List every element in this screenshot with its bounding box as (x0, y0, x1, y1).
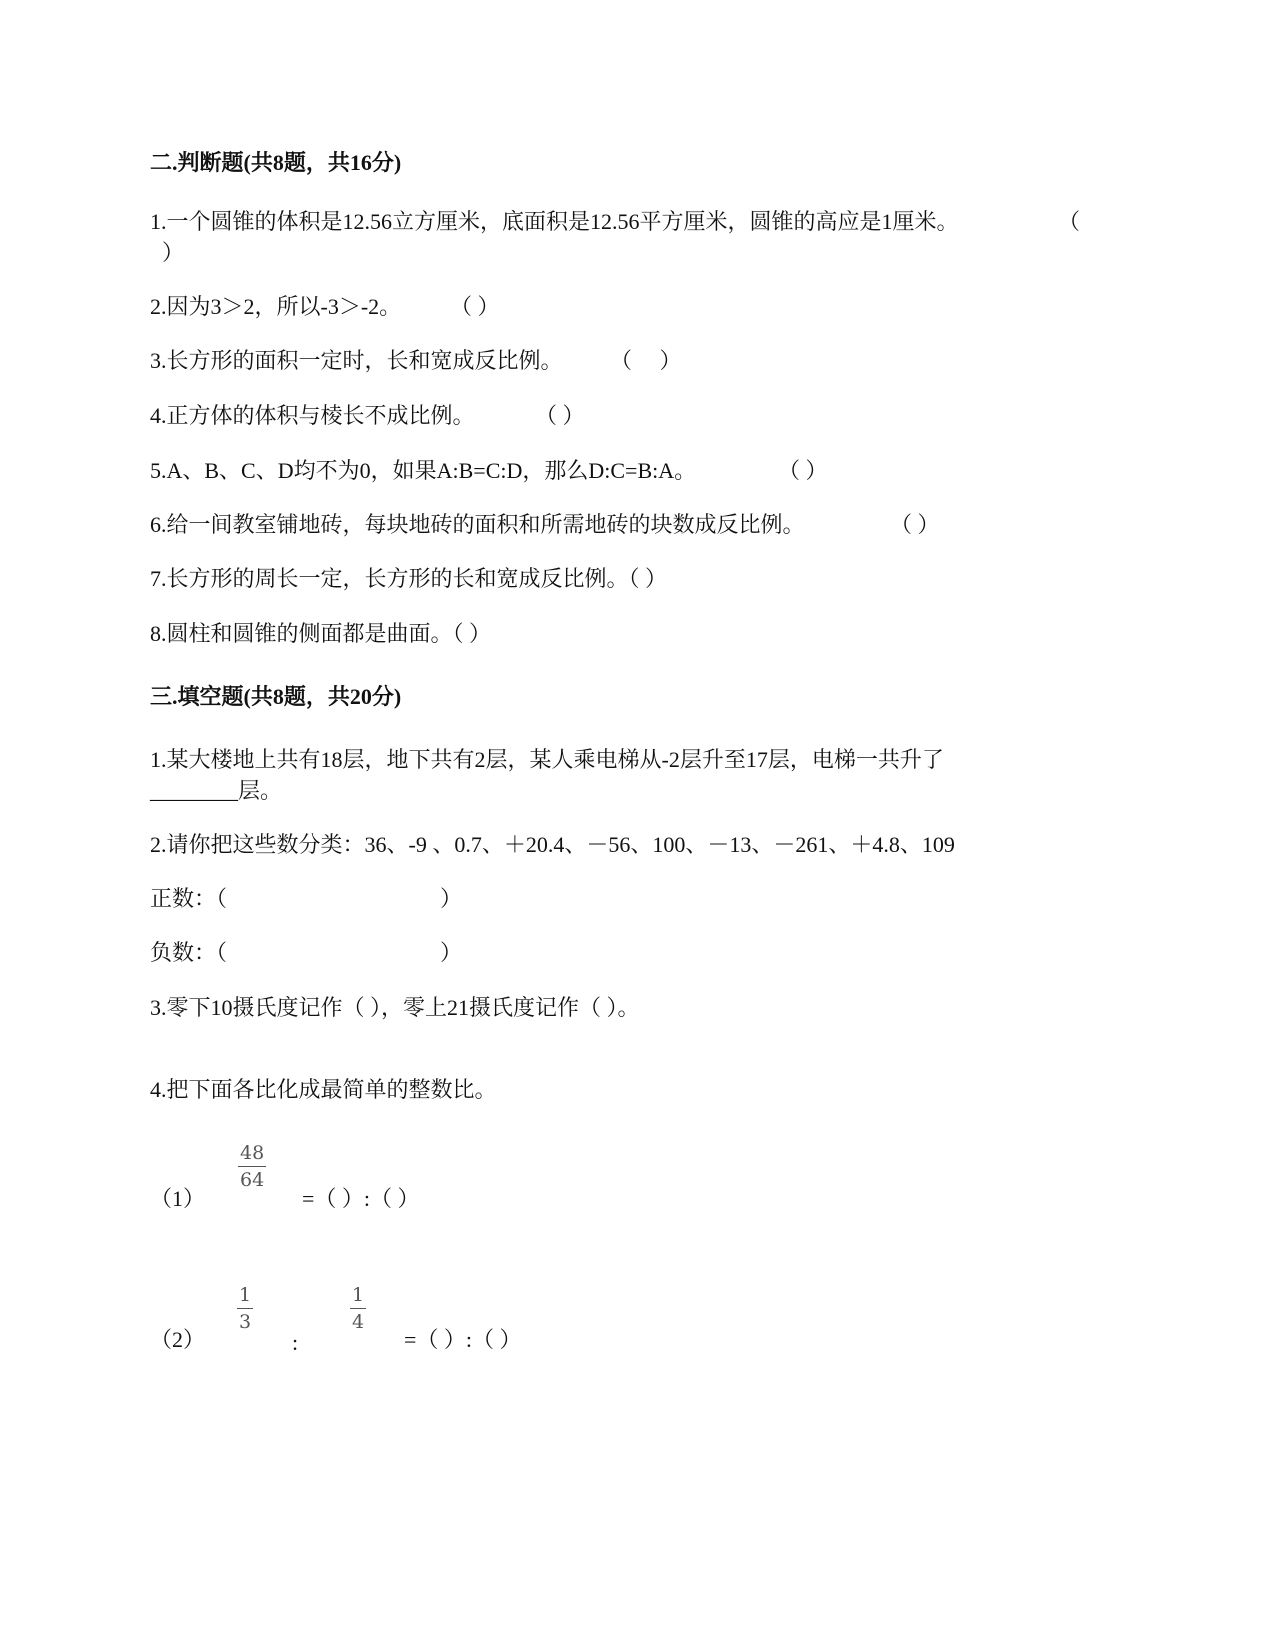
item-1-label: （1） (150, 1186, 206, 1211)
judge-q3 (150, 346, 563, 376)
item-1-answer: =（ ）:（ ） (302, 1186, 420, 1211)
item-2-fraction-b (350, 1284, 366, 1333)
judge-q2 (150, 292, 401, 322)
fill-q1-line2: ________层。 (150, 778, 283, 803)
fill-q3: 3.零下10摄氏度记作（ ），零上21摄氏度记作（ ）。 (150, 995, 640, 1020)
item-2-a-denominator: 3 (239, 1311, 252, 1333)
judge-q2-answer-paren: （ ） (450, 294, 500, 319)
positive-label: 正数：（ (150, 886, 228, 911)
item-2-a-numerator: 1 (239, 1284, 252, 1306)
negative-label: 负数：（ (150, 940, 228, 965)
negative-close-paren: ） (440, 940, 463, 965)
fraction-bar (237, 1308, 253, 1309)
judge-q2-text: 2.因为3＞2，所以-3＞-2。 (150, 294, 402, 319)
positive-close-paren: ） (440, 886, 463, 911)
judge-q4 (150, 401, 475, 431)
judge-q1-paren-open: （ (1058, 209, 1081, 234)
item-1-numerator: 48 (240, 1142, 265, 1164)
judge-q4-text: 4.正方体的体积与棱长不成比例。 (150, 403, 475, 428)
judge-q1-paren-close: ） (162, 240, 185, 265)
judge-q6 (150, 510, 805, 540)
judge-q6-answer-paren: （ ） (890, 512, 940, 537)
fill-q1-line1: 1.某大楼地上共有18层，地下共有2层，某人乘电梯从-2层升至17层，电梯一共升了 (150, 747, 944, 772)
judge-q8: 8.圆柱和圆锥的侧面都是曲面。（ ） (150, 621, 492, 646)
judge-q3-text: 3.长方形的面积一定时，长和宽成反比例。 (150, 348, 563, 373)
judge-q3-answer-paren: （ ） (610, 348, 682, 373)
section-3-title: 三.填空题(共8题，共20分) (150, 684, 402, 709)
judge-q5-text: 5.A、B、C、D均不为0，如果A:B=C:D，那么D:C=B:A。 (150, 458, 697, 483)
item-2-fraction-a (237, 1284, 253, 1333)
item-2-colon: : (292, 1330, 299, 1355)
fraction-bar (238, 1166, 266, 1167)
judge-q7: 7.长方形的周长一定，长方形的长和宽成反比例。（ ） (150, 566, 668, 591)
judge-q1-text: 1.一个圆锥的体积是12.56立方厘米，底面积是12.56平方厘米，圆锥的高应是1厘米。 (150, 209, 959, 234)
item-1-denominator: 64 (240, 1169, 265, 1191)
fill-q2: 2.请你把这些数分类：36、-9 、0.7、＋20.4、－56、100、－13、－261、＋4.8、109 (150, 832, 955, 857)
fraction-bar (350, 1308, 366, 1309)
judge-q5-answer-paren: （ ） (778, 458, 828, 483)
item-2-answer: =（ ）:（ ） (404, 1327, 522, 1352)
section-2-title: 二.判断题(共8题，共16分) (150, 150, 402, 175)
judge-q1 (150, 207, 959, 237)
judge-q4-answer-paren: （ ） (535, 403, 585, 428)
fill-q4: 4.把下面各比化成最简单的整数比。 (150, 1077, 497, 1102)
item-1-fraction (238, 1142, 266, 1191)
judge-q6-text: 6.给一间教室铺地砖，每块地砖的面积和所需地砖的块数成反比例。 (150, 512, 805, 537)
item-2-b-denominator: 4 (352, 1311, 365, 1333)
item-2-b-numerator: 1 (352, 1284, 365, 1306)
judge-q5 (150, 456, 696, 486)
item-2-label: （2） (150, 1327, 206, 1352)
